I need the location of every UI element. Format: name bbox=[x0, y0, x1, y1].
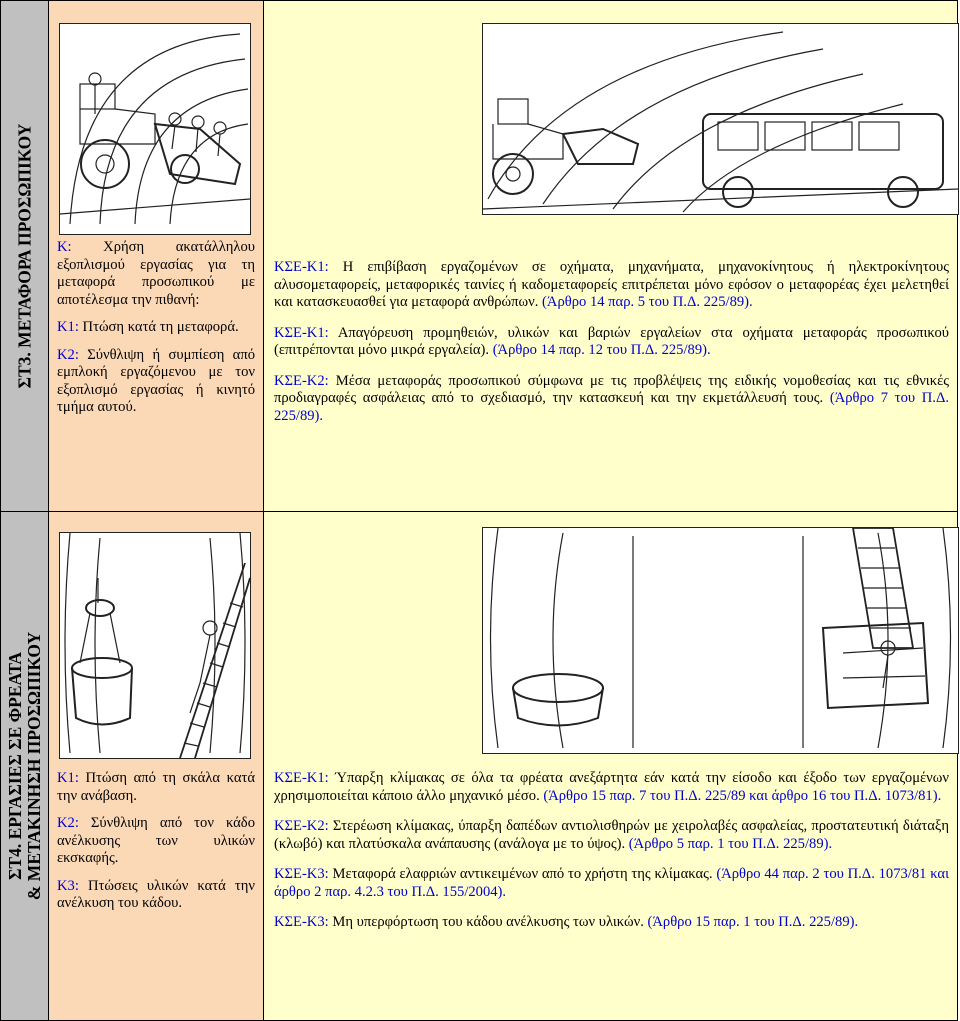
risk-code: Κ1: bbox=[57, 770, 79, 786]
category-title: ΣΤ3. ΜΕΤΑΦΟΡΑ ΠΡΟΣΩΠΙΚΟΥ bbox=[14, 123, 34, 389]
measure-code: ΚΣΕ-Κ2: bbox=[274, 818, 329, 834]
loader-bucket-illustration bbox=[59, 23, 251, 235]
measure-description: Απαγόρευση προμηθειών, υλικών και βαριών εργαλείων στα οχήματα μεταφοράς προσωπικού (επιτρέπονται μόνο μικρά εργαλεία). bbox=[274, 324, 949, 358]
category-title bbox=[6, 632, 44, 900]
measure-code: ΚΣΕ-Κ1: bbox=[274, 324, 329, 341]
risk-code: Κ: bbox=[57, 239, 72, 255]
risk-description: Σύνθλιψη από τον κάδο ανέλκυσης των υλικών εκσκαφής. bbox=[57, 815, 255, 866]
risk-code: Κ2: bbox=[57, 346, 79, 363]
category-cell bbox=[1, 1, 49, 511]
risks-text bbox=[57, 770, 255, 923]
risks-cell bbox=[49, 1, 264, 511]
risk-code: Κ1: bbox=[57, 319, 79, 335]
risk-description: Πτώση από τη σκάλα κατά την ανάβαση. bbox=[57, 770, 255, 804]
measure-code: ΚΣΕ-Κ2: bbox=[274, 372, 329, 389]
risk-description: Χρήση ακατάλληλου εξοπλισμού εργασίας για τη μεταφορά προσωπικού με αποτέλεσμα την πιθανή: bbox=[57, 239, 255, 308]
risk-description: Πτώση κατά τη μεταφορά. bbox=[78, 319, 239, 335]
loader-and-bus-illustration bbox=[482, 23, 959, 215]
risk-description: Σύνθλιψη ή συμπίεση από εμπλοκή εργαζόμενου με τον εξοπλισμό εργασίας ή κινητό τμήμα αυτού. bbox=[57, 346, 255, 415]
legal-reference: (Άρθρο 44 παρ. 2 του Π.Δ. 1073/81 και άρθρο 2 παρ. 4.2.3 του Π.Δ. 155/2004). bbox=[274, 866, 949, 900]
legal-reference: (Άρθρο 14 παρ. 12 του Π.Δ. 225/89). bbox=[489, 342, 711, 358]
measure-code: ΚΣΕ-Κ3: bbox=[274, 866, 329, 882]
measure-code: ΚΣΕ-Κ3: bbox=[274, 914, 329, 930]
measure-description: Μεταφορά ελαφριών αντικειμένων από το χρήστη της κλίμακας. bbox=[328, 866, 713, 882]
measures-cell bbox=[264, 1, 957, 511]
category-cell bbox=[1, 512, 49, 1020]
shaft-platform-illustration bbox=[482, 527, 959, 754]
measure-code: ΚΣΕ-Κ1: bbox=[274, 770, 329, 786]
measure-description: Μέσα μεταφοράς προσωπικού σύμφωνα με τις προβλέψεις της ειδικής νομοθεσίας και τις εθνικές προδιαγραφές ασφάλειας από το σχεδιασμό, την κατασκευή και την εκμετάλλευσή τους. bbox=[274, 372, 949, 406]
legal-reference: (Άρθρο 7 του Π.Δ. 225/89). bbox=[274, 390, 949, 424]
legal-reference: (Άρθρο 15 παρ. 1 του Π.Δ. 225/89). bbox=[643, 914, 859, 930]
risk-description: Πτώσεις υλικών κατά την ανέλκυση του κάδου. bbox=[57, 877, 255, 911]
risk-code: Κ2: bbox=[57, 815, 79, 831]
legal-reference: (Άρθρο 15 παρ. 7 του Π.Δ. 225/89 και άρθρο 16 του Π.Δ. 1073/81). bbox=[539, 787, 942, 804]
category-title-line: ΣΤ4. ΕΡΓΑΣΙΕΣ ΣΕ ΦΡΕΑΤΑ bbox=[4, 651, 25, 881]
measure-description: Ύπαρξη κλίμακας σε όλα τα φρέατα ανεξάρτητα εάν κατά την είσοδο και έξοδο των εργαζομένων χρησιμοποιείται κάποιο άλλο μηχανικό μέσο. bbox=[274, 770, 949, 804]
measures-text bbox=[274, 770, 949, 945]
shaft-ladder-illustration bbox=[59, 532, 251, 759]
measures-text bbox=[274, 259, 949, 438]
table-row-shafts bbox=[0, 511, 958, 1021]
measure-description: Μη υπερφόρτωση του κάδου ανέλκυσης των υλικών. bbox=[328, 914, 644, 930]
risk-code: Κ3: bbox=[57, 877, 79, 894]
measure-description: Στερέωση κλίμακας, ύπαρξη δαπέδων αντιολισθηρών με χειρολαβές ασφαλείας, προστατευτική διάταξη (κλωβό) και πλατύσκαλα ανάπαυσης (ανάλογα με το ύψος). bbox=[274, 818, 949, 852]
measure-description: Η επιβίβαση εργαζομένων σε οχήματα, μηχανήματα, μηχανοκίνητους ή ηλεκτροκίνητους αλυσομεταφορείς, μεταφορικές ταινίες ή καδομεταφορείς επιτρέπεται μόνο εφόσον ο μεταφορέας έχει μελετηθεί και κατασκευασθεί για μεταφορά ανθρώπων. bbox=[274, 259, 949, 310]
risks-text bbox=[57, 239, 255, 427]
risks-cell bbox=[49, 512, 264, 1020]
category-title-line: & ΜΕΤΑΚΙΝΗΣΗ ΠΡΟΣΩΠΙΚΟΥ bbox=[23, 631, 44, 901]
legal-reference: (Άρθρο 5 παρ. 1 του Π.Δ. 225/89). bbox=[625, 835, 833, 852]
measure-code: ΚΣΕ-Κ1: bbox=[274, 259, 329, 275]
legal-reference: (Άρθρο 14 παρ. 5 του Π.Δ. 225/89). bbox=[538, 294, 753, 310]
measures-cell bbox=[264, 512, 957, 1020]
